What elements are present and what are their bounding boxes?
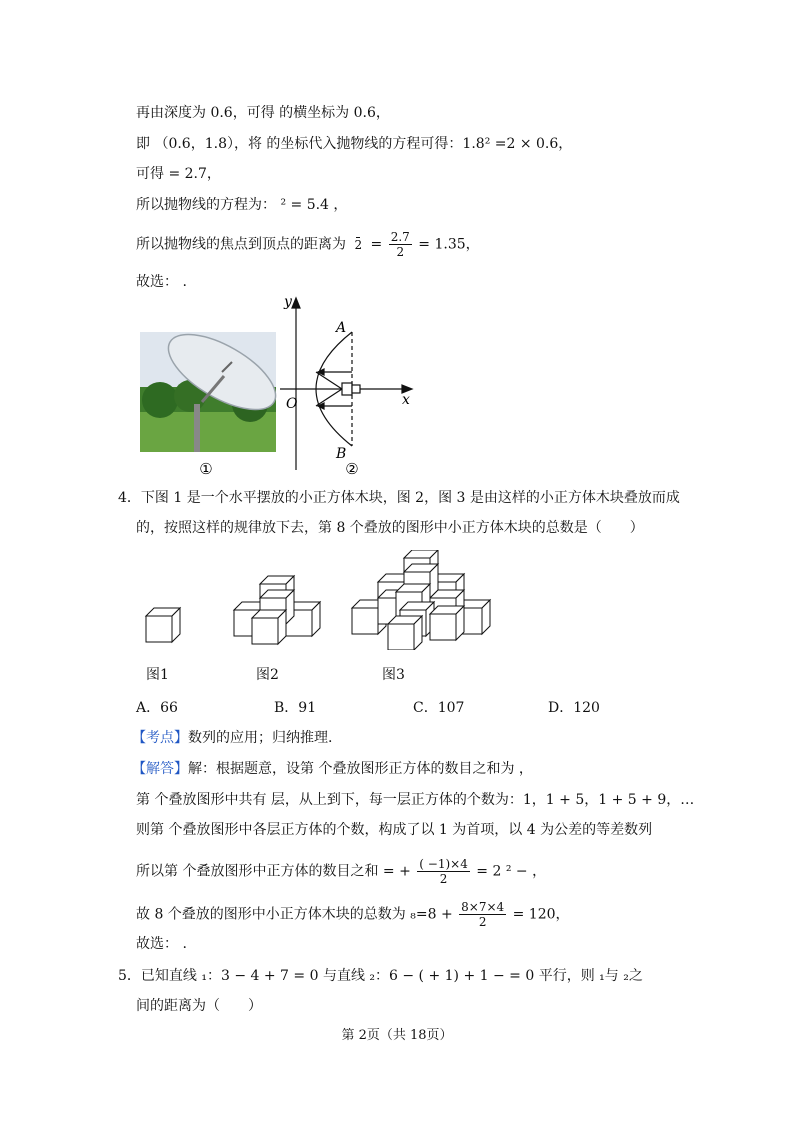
text-fragment: = 1.35， xyxy=(418,236,480,253)
text-line: 再由深度为 0.6，可得 的横坐标为 0.6， xyxy=(136,105,390,121)
fraction-denominator: 2 xyxy=(396,245,405,259)
fraction-numerator: 8×7×4 xyxy=(461,900,505,914)
question-5-line: 间的距离为（ ） xyxy=(136,998,262,1014)
jieda-tag: 【解答】 xyxy=(132,761,188,777)
fraction-numerator: 2.7 xyxy=(390,230,410,244)
text-line: 即 （0.6，1.8），将 的坐标代入抛物线的方程可得：1.8² =2 × 0.6， xyxy=(136,136,573,152)
fraction xyxy=(459,900,506,929)
cube-figure-1 xyxy=(146,608,180,642)
cube-stack-figures xyxy=(130,550,510,650)
jieda-text: 解：根据题意，设第 个叠放图形正方体的数目之和为 ， xyxy=(188,761,533,777)
origin-label: O xyxy=(286,396,298,412)
axis-x-label: x xyxy=(402,392,410,408)
text-fragment: = 120， xyxy=(512,906,570,923)
option-c: C．107 xyxy=(413,700,465,716)
question-4-line: 4．下图 1 是一个水平摆放的小正方体木块，图 2，图 3 是由这样的小正方体木块叠放而成 xyxy=(118,490,680,506)
solution-line xyxy=(136,857,546,886)
jieda-line xyxy=(132,759,533,779)
solution-line: 则第 个叠放图形中各层正方体的个数，构成了以 1 为首项，以 4 为公差的等差数列 xyxy=(136,822,653,838)
cube-figure-2 xyxy=(234,576,320,644)
text-fragment: 所以抛物线的焦点到顶点的距离为 xyxy=(136,236,346,253)
text-line: 可得 = 2.7， xyxy=(136,166,221,182)
cube-figure-3 xyxy=(352,550,490,650)
text-line: 故选： . xyxy=(136,274,187,290)
option-a: A．66 xyxy=(136,700,178,716)
figure-caption-3: 图3 xyxy=(382,667,405,683)
kaodian-tag: 【考点】 xyxy=(132,730,188,746)
question-4-line: 的，按照这样的规律放下去，第 8 个叠放的图形中小正方体木块的总数是（ ） xyxy=(136,520,644,536)
kaodian-text: 数列的应用；归纳推理. xyxy=(188,730,333,746)
fraction-numerator: ( −1)×4 xyxy=(419,857,468,871)
text-line: 所以抛物线的焦点到顶点的距离为 2 = $\frac{2.7}{2}$ = 1.35， xyxy=(136,230,480,259)
text-fragment: 所以第 个叠放图形中正方体的数目之和 = + xyxy=(136,863,411,880)
fraction xyxy=(352,237,364,252)
figure-caption-2: 图2 xyxy=(256,667,279,683)
fraction-denominator: 2 xyxy=(439,872,448,886)
text-line: 所以抛物线的方程为： ² = 5.4 ， xyxy=(136,197,348,213)
option-b: B．91 xyxy=(274,700,317,716)
page-footer: 第 2页（共 18页） xyxy=(341,1028,453,1043)
point-a-label: A xyxy=(336,320,347,336)
satellite-dish-photo xyxy=(140,319,287,452)
solution-line: 第 个叠放图形中共有 层，从上到下，每一层正方体的个数为：1，1 + 5，1 + 5 + 9，… xyxy=(136,792,695,808)
question-5-line: 5．已知直线 ₁：3 − 4 + 7 = 0 与直线 ₂：6 − ( + 1) + 1 − = 0 平行，则 ₁与 ₂之 xyxy=(118,968,643,984)
fraction-denominator: 2 xyxy=(478,915,487,929)
kaodian-line xyxy=(132,728,332,748)
text-fragment: 故 8 个叠放的图形中小正方体木块的总数为 ₈=8 + xyxy=(136,906,453,923)
satellite-dish-figure xyxy=(140,292,430,482)
axis-y-label: y xyxy=(284,294,292,310)
fraction-denominator: 2 xyxy=(354,238,363,252)
fraction xyxy=(417,857,470,886)
solution-line: 故选： . xyxy=(136,936,187,952)
point-b-label: B xyxy=(336,446,347,462)
figure-label-2: ② xyxy=(345,460,359,478)
figure-caption-1: 图1 xyxy=(146,667,169,683)
solution-line xyxy=(136,900,570,929)
fraction xyxy=(389,230,412,259)
option-d: D．120 xyxy=(548,700,600,716)
figure-label-1: ① xyxy=(199,460,213,478)
text-fragment: = 2 ² − ， xyxy=(476,863,547,880)
